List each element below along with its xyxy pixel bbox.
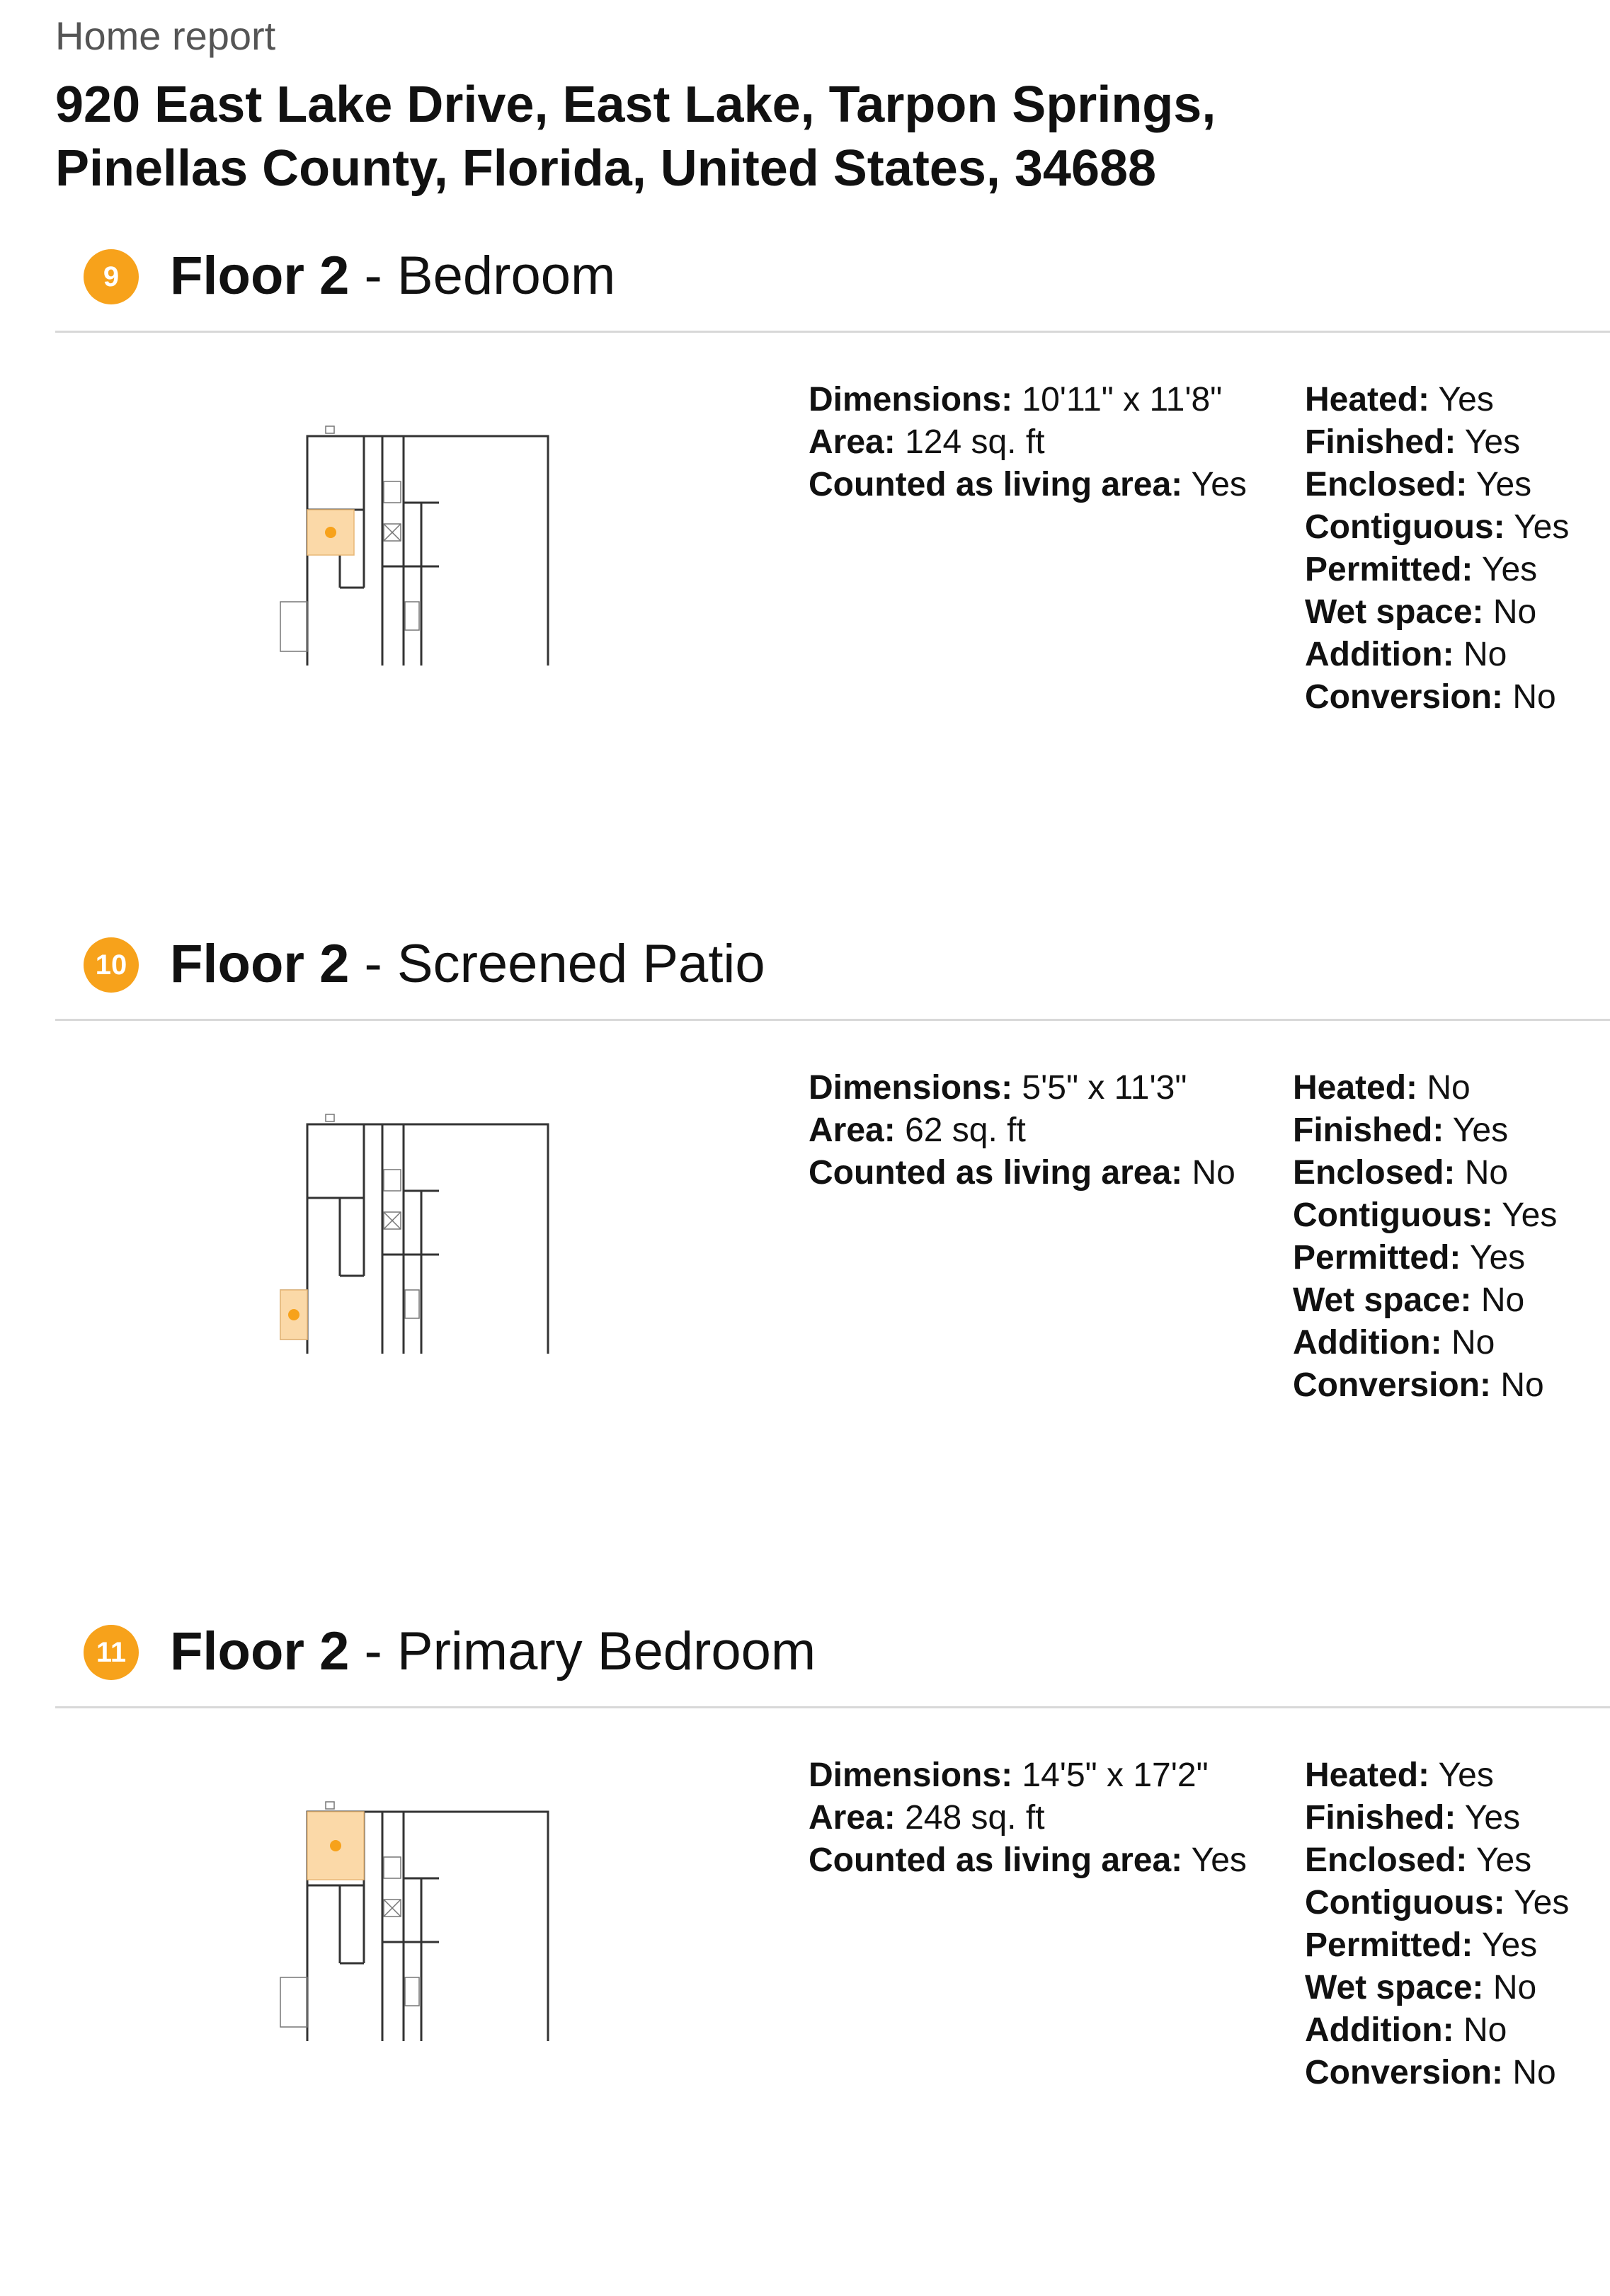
- section-divider: [55, 1019, 1610, 1021]
- area-row: Area: 62 sq. ft: [809, 1112, 1026, 1149]
- address-line-2: Pinellas County, Florida, United States, 34688: [55, 140, 1157, 197]
- property-address: [55, 73, 1400, 200]
- plan-door: [326, 1114, 334, 1121]
- wet-space-row: Wet space: No: [1305, 1969, 1537, 2006]
- heated-row: Heated: Yes: [1305, 381, 1494, 418]
- plan-fixture: [405, 1977, 419, 2006]
- room-marker: [330, 1840, 341, 1851]
- room-name: Bedroom: [396, 246, 616, 306]
- room-name: Primary Bedroom: [396, 1621, 816, 1681]
- room-number-badge: 11: [84, 1625, 139, 1680]
- plan-fixture: [384, 1857, 401, 1878]
- heading-separator: -: [349, 1621, 397, 1681]
- plan-fixture: [405, 1290, 419, 1318]
- permitted-row: Permitted: Yes: [1305, 551, 1538, 588]
- addition-row: Addition: No: [1305, 2011, 1507, 2049]
- plan-outer-wall: [307, 1124, 548, 1354]
- section-divider: [55, 1706, 1610, 1708]
- plan-fixture: [405, 602, 419, 630]
- address-line-1: 920 East Lake Drive, East Lake, Tarpon Springs,: [55, 76, 1216, 133]
- room-floor: Floor 2: [170, 246, 350, 306]
- plan-fixture: [384, 481, 401, 503]
- area-row: Area: 248 sq. ft: [809, 1799, 1045, 1837]
- conversion-row: Conversion: No: [1305, 678, 1556, 716]
- wet-space-row: Wet space: No: [1293, 1281, 1525, 1319]
- room-number-badge: 10: [84, 937, 139, 993]
- room-features: [1305, 379, 1569, 719]
- contiguous-row: Contiguous: Yes: [1293, 1196, 1558, 1234]
- room-marker: [325, 527, 336, 538]
- plan-door: [326, 1802, 334, 1809]
- room-features: [1305, 1754, 1569, 2094]
- enclosed-row: Enclosed: Yes: [1305, 466, 1532, 503]
- room-section: [0, 241, 1610, 920]
- room-section: [0, 1616, 1610, 2296]
- room-number-badge: 9: [84, 249, 139, 304]
- room-section: [0, 929, 1610, 1609]
- plan-fixture: [384, 1170, 401, 1191]
- floor-plan-thumbnail: [269, 1758, 566, 2041]
- permitted-row: Permitted: Yes: [1305, 1926, 1538, 1964]
- plan-porch: [280, 1977, 307, 2027]
- heading-separator: -: [349, 934, 397, 994]
- heated-row: Heated: Yes: [1305, 1757, 1494, 1794]
- room-marker: [288, 1309, 299, 1320]
- plan-porch: [280, 602, 307, 651]
- area-row: Area: 124 sq. ft: [809, 423, 1045, 461]
- room-floor: Floor 2: [170, 934, 350, 994]
- conversion-row: Conversion: No: [1293, 1366, 1544, 1404]
- living-area-row: Counted as living area: Yes: [809, 466, 1247, 503]
- enclosed-row: Enclosed: No: [1293, 1154, 1509, 1192]
- dimensions-row: Dimensions: 10'11" x 11'8": [809, 381, 1223, 418]
- room-floor: Floor 2: [170, 1621, 350, 1681]
- finished-row: Finished: Yes: [1305, 423, 1521, 461]
- room-heading: [170, 929, 765, 1000]
- contiguous-row: Contiguous: Yes: [1305, 1884, 1570, 1921]
- room-name: Screened Patio: [396, 934, 765, 994]
- room-heading: [170, 1616, 816, 1687]
- living-area-row: Counted as living area: No: [809, 1154, 1235, 1192]
- heated-row: Heated: No: [1293, 1069, 1471, 1107]
- addition-row: Addition: No: [1293, 1324, 1495, 1361]
- living-area-row: Counted as living area: Yes: [809, 1841, 1247, 1879]
- eyebrow-label: Home report: [55, 13, 276, 58]
- wet-space-row: Wet space: No: [1305, 593, 1537, 631]
- addition-row: Addition: No: [1305, 636, 1507, 673]
- finished-row: Finished: Yes: [1293, 1112, 1509, 1149]
- plan-door: [326, 426, 334, 433]
- room-details: [809, 1754, 1247, 1882]
- floor-plan-thumbnail: [269, 1070, 566, 1354]
- dimensions-row: Dimensions: 5'5" x 11'3": [809, 1069, 1187, 1107]
- floor-plan-thumbnail: [269, 382, 566, 666]
- heading-separator: -: [349, 246, 397, 306]
- finished-row: Finished: Yes: [1305, 1799, 1521, 1837]
- room-details: [809, 1067, 1235, 1194]
- contiguous-row: Contiguous: Yes: [1305, 508, 1570, 546]
- section-divider: [55, 331, 1610, 333]
- permitted-row: Permitted: Yes: [1293, 1239, 1526, 1276]
- room-details: [809, 379, 1247, 506]
- conversion-row: Conversion: No: [1305, 2054, 1556, 2091]
- room-features: [1293, 1067, 1557, 1407]
- room-heading: [170, 241, 615, 312]
- enclosed-row: Enclosed: Yes: [1305, 1841, 1532, 1879]
- dimensions-row: Dimensions: 14'5" x 17'2": [809, 1757, 1209, 1794]
